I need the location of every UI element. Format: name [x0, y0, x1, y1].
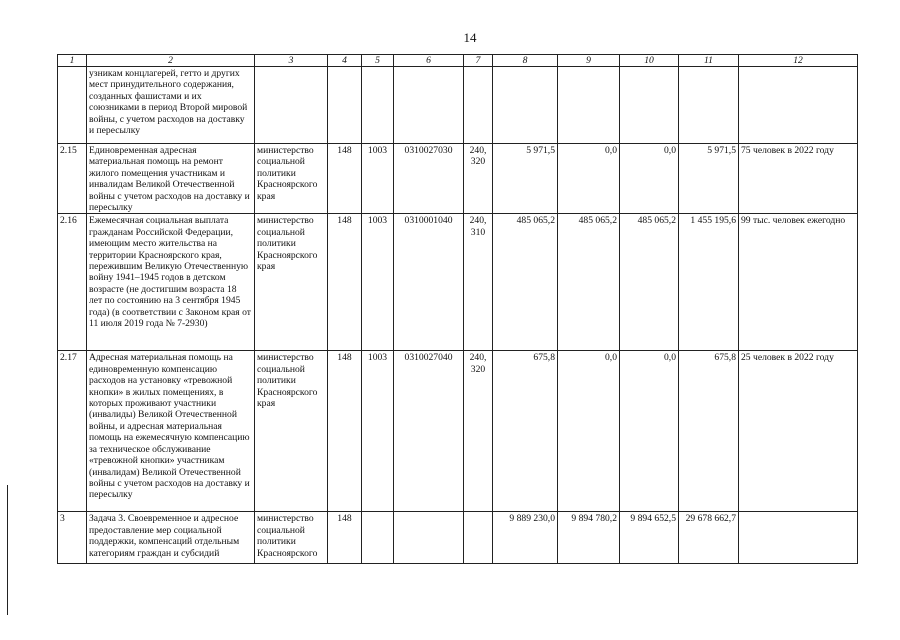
- grbs-cell: 148: [328, 512, 362, 564]
- csr-cell: 0310027030: [394, 144, 464, 214]
- amount-2024-cell: [620, 67, 679, 144]
- grbs-cell: [328, 67, 362, 144]
- amount-total-cell: [679, 67, 739, 144]
- amount-2023-cell: 0,0: [558, 351, 620, 512]
- amount-total-cell: 1 455 195,6: [679, 214, 739, 351]
- amount-2022-cell: 9 889 230,0: [493, 512, 558, 564]
- amount-2024-cell: 9 894 652,5: [620, 512, 679, 564]
- table-row: [58, 214, 858, 351]
- amount-2023-cell: [558, 67, 620, 144]
- rzpr-cell: 1003: [362, 214, 394, 351]
- amount-2023-cell: 9 894 780,2: [558, 512, 620, 564]
- expected-result-cell: [739, 512, 858, 564]
- amount-2024-cell: 0,0: [620, 351, 679, 512]
- amount-2023-cell: 0,0: [558, 144, 620, 214]
- page-number: 14: [463, 30, 477, 45]
- expected-result-cell: 75 человек в 2022 году: [739, 144, 858, 214]
- activity-name-cell: Задача 3. Своевременное и адресное предоставление мер социальной поддержки, компенсаций отдельным категориям граждан и субсидий: [87, 512, 255, 564]
- column-header: 9: [558, 55, 620, 67]
- scan-margin-line: [7, 485, 8, 615]
- activity-name-cell: Адресная материальная помощь на единовременную компенсацию расходов на установку «тревожной кнопки» в жилых помещениях, в которых проживают участники (инвалиды) Великой Отечественной войны, и адресная материальная помощь на ежемесячную компенсацию за техническое обслуживание «тревожной кнопки» участникам (инвалидам) Великой Отечественной войны с учетом расходов на доставку и пересылку: [87, 351, 255, 512]
- row-number-cell: 2.17: [58, 351, 87, 512]
- csr-cell: 0310001040: [394, 214, 464, 351]
- table-row: [58, 67, 858, 144]
- column-header: 5: [362, 55, 394, 67]
- row-number-cell: [58, 67, 87, 144]
- amount-2024-cell: 485 065,2: [620, 214, 679, 351]
- column-header: 2: [87, 55, 255, 67]
- vr-cell: [464, 67, 493, 144]
- csr-cell: [394, 512, 464, 564]
- row-number-cell: 2.15: [58, 144, 87, 214]
- grbs-cell: 148: [328, 214, 362, 351]
- grbs-cell: 148: [328, 351, 362, 512]
- amount-2023-cell: 485 065,2: [558, 214, 620, 351]
- amount-2022-cell: 5 971,5: [493, 144, 558, 214]
- vr-cell: [464, 512, 493, 564]
- expected-result-cell: [739, 67, 858, 144]
- table-row: [58, 144, 858, 214]
- column-header: 12: [739, 55, 858, 67]
- row-number-cell: 2.16: [58, 214, 87, 351]
- rzpr-cell: [362, 67, 394, 144]
- amount-total-cell: 675,8: [679, 351, 739, 512]
- amount-2022-cell: [493, 67, 558, 144]
- executor-cell: [255, 67, 328, 144]
- amount-total-cell: 29 678 662,7: [679, 512, 739, 564]
- executor-cell: министерство социальной политики Красноярского края: [255, 214, 328, 351]
- table-row: [58, 512, 858, 564]
- column-header: 11: [679, 55, 739, 67]
- column-header: 7: [464, 55, 493, 67]
- rzpr-cell: 1003: [362, 351, 394, 512]
- amount-2022-cell: 485 065,2: [493, 214, 558, 351]
- vr-cell: 240, 320: [464, 351, 493, 512]
- csr-cell: 0310027040: [394, 351, 464, 512]
- column-header: 4: [328, 55, 362, 67]
- program-activities-table: [57, 54, 858, 564]
- executor-cell: министерство социальной политики Красноярского края: [255, 351, 328, 512]
- column-header: 8: [493, 55, 558, 67]
- rzpr-cell: [362, 512, 394, 564]
- amount-2024-cell: 0,0: [620, 144, 679, 214]
- column-header: 1: [58, 55, 87, 67]
- column-header: 6: [394, 55, 464, 67]
- grbs-cell: 148: [328, 144, 362, 214]
- table-row: [58, 351, 858, 512]
- activity-name-cell: узникам концлагерей, гетто и других мест принудительного содержания, созданных фашистами и их союзниками в период Второй мировой войны, с учетом расходов на доставку и пересылку: [87, 67, 255, 144]
- vr-cell: 240, 320: [464, 144, 493, 214]
- executor-cell: министерство социальной политики Красноярского края: [255, 144, 328, 214]
- amount-total-cell: 5 971,5: [679, 144, 739, 214]
- column-header: 3: [255, 55, 328, 67]
- row-number-cell: 3: [58, 512, 87, 564]
- expected-result-cell: 99 тыс. человек ежегодно: [739, 214, 858, 351]
- expected-result-cell: 25 человек в 2022 году: [739, 351, 858, 512]
- vr-cell: 240, 310: [464, 214, 493, 351]
- rzpr-cell: 1003: [362, 144, 394, 214]
- csr-cell: [394, 67, 464, 144]
- activity-name-cell: Единовременная адресная материальная помощь на ремонт жилого помещения участникам и инвалидам Великой Отечественной войны с учетом расходов на доставку и пересылку: [87, 144, 255, 214]
- activity-name-cell: Ежемесячная социальная выплата гражданам Российской Федерации, имеющим место жительства на территории Красноярского края, пережившим Великую Отечественную войну 1941–1945 годов в детском возрасте (не достигшим возраста 18 лет по состоянию на 3 сентября 1945 года) (в соответствии с Законом края от 11 июля 2019 года № 7-2930): [87, 214, 255, 351]
- column-header: 10: [620, 55, 679, 67]
- column-number-row: [58, 55, 858, 67]
- amount-2022-cell: 675,8: [493, 351, 558, 512]
- executor-cell: министерство социальной политики Красноярского: [255, 512, 328, 564]
